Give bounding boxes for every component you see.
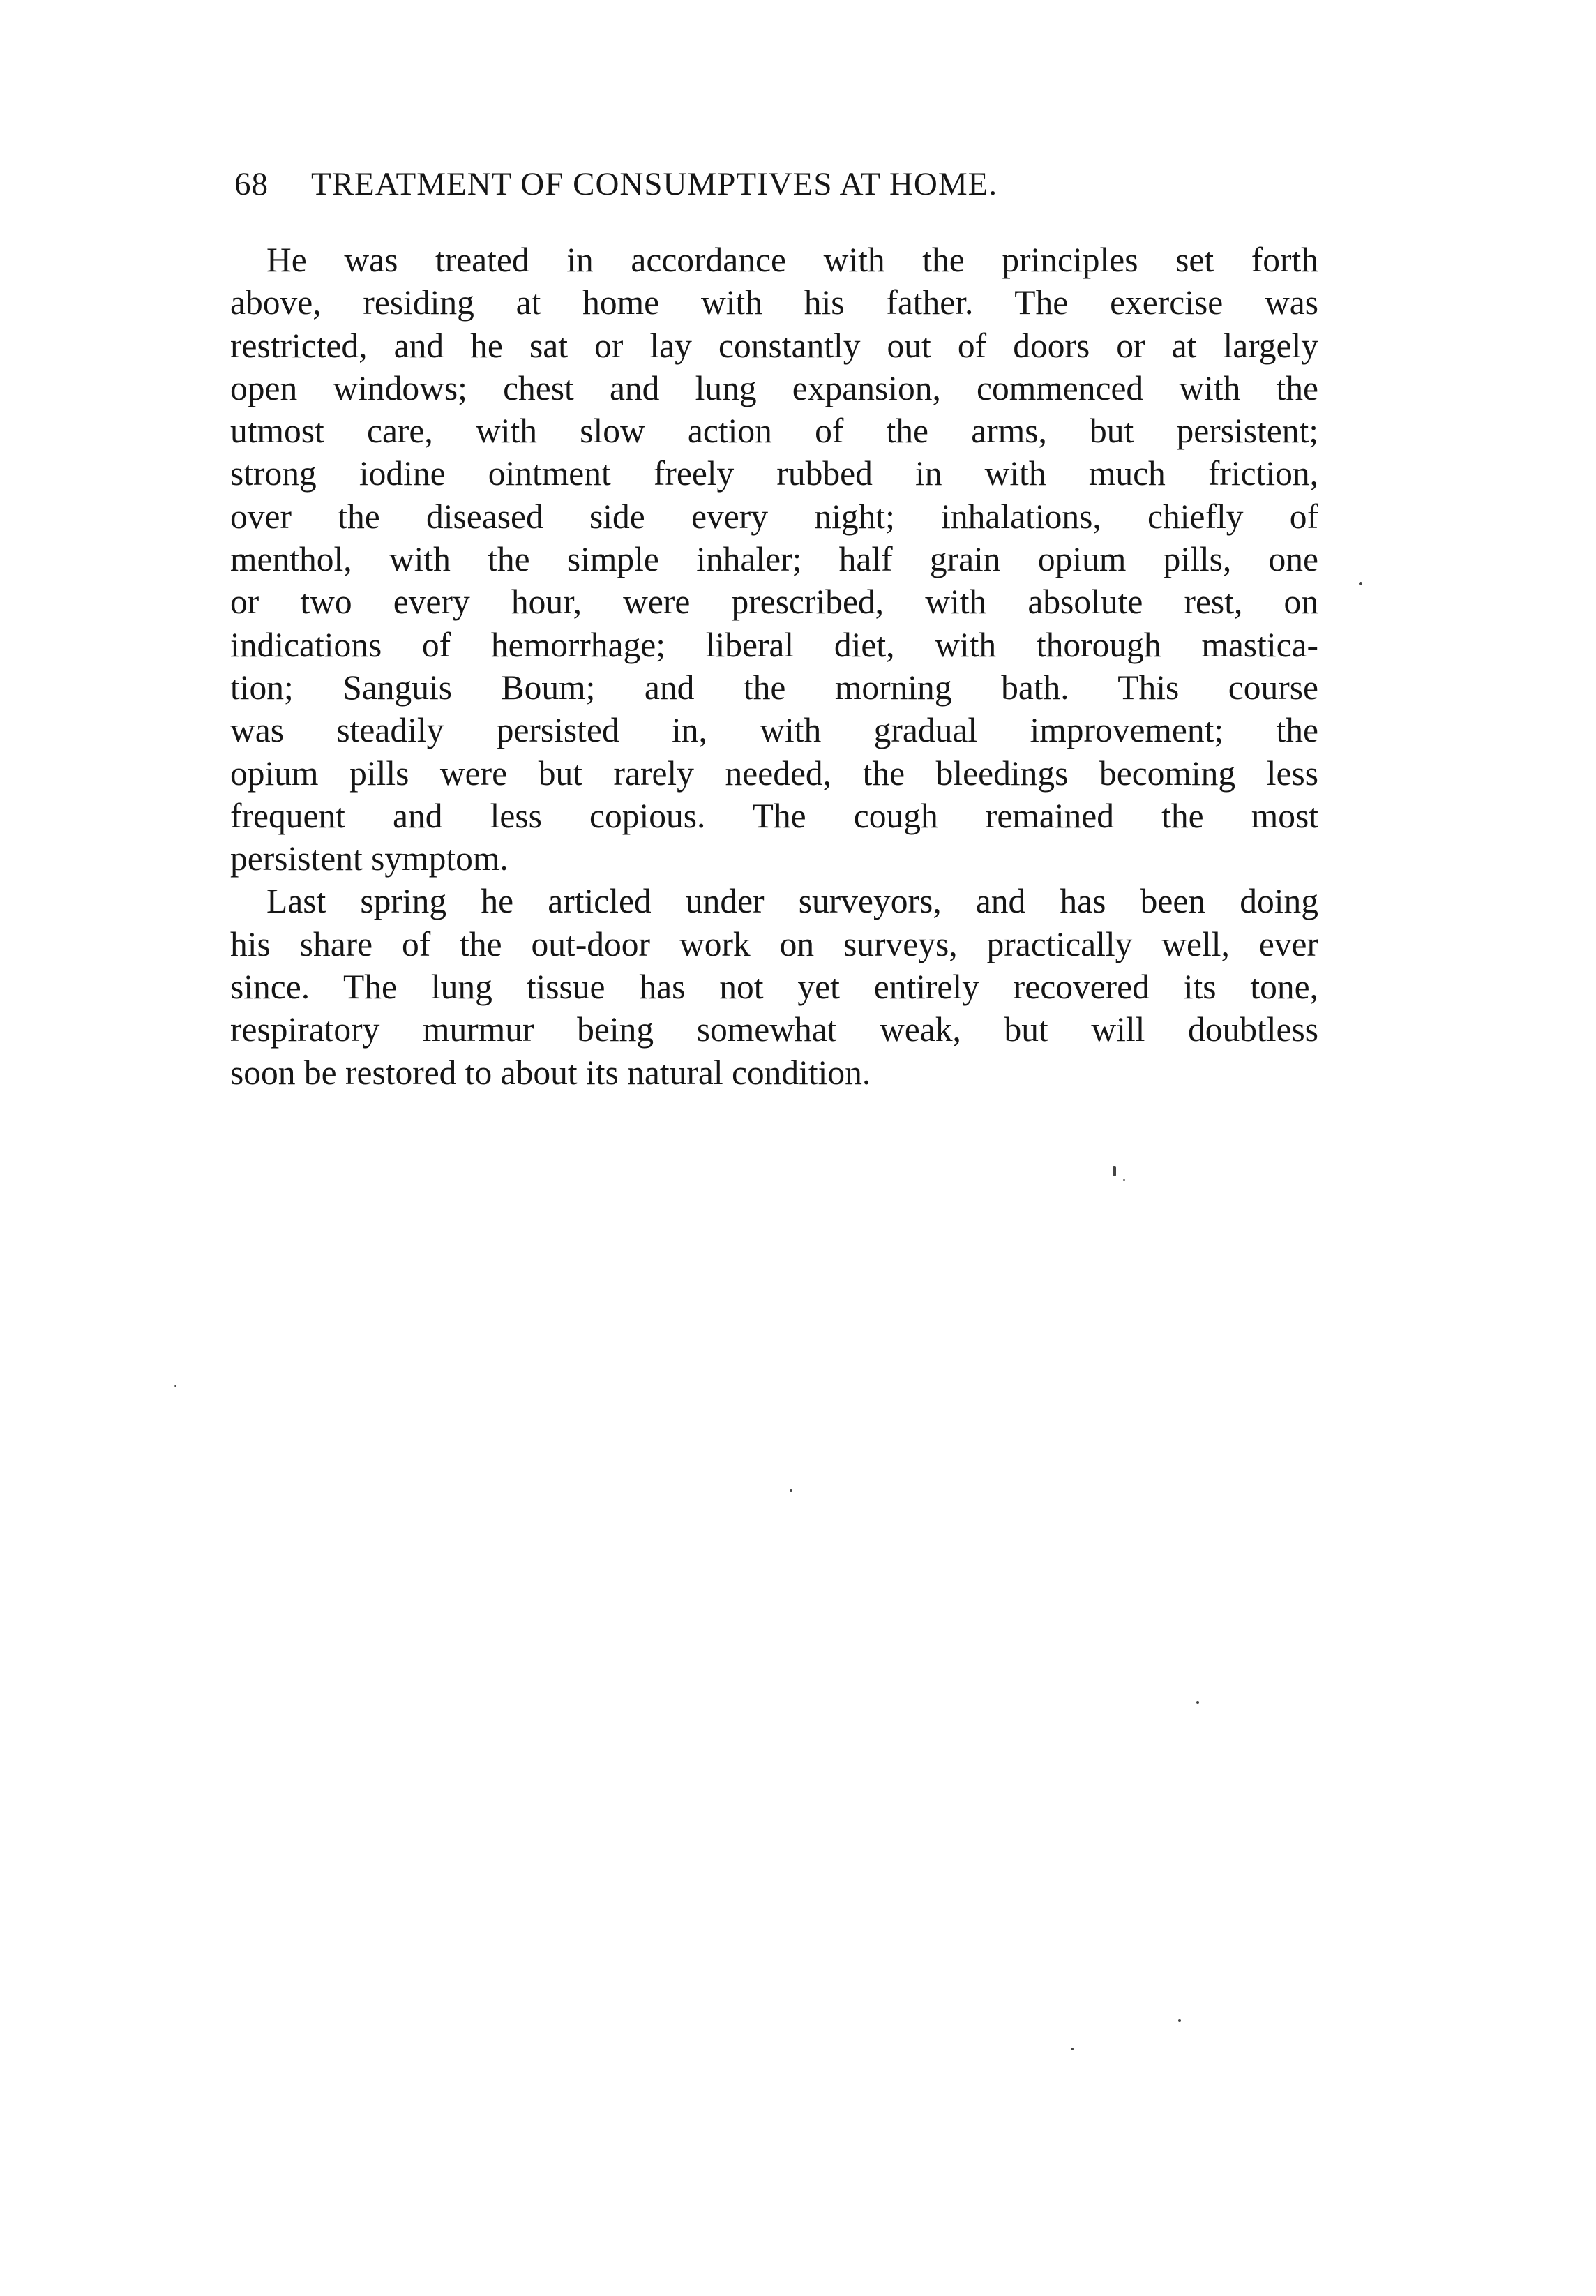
text-line: tion; Sanguis Boum; and the morning bath. This course [230, 668, 1318, 707]
paragraph-outcome [230, 880, 1318, 1093]
scan-speck [1196, 1701, 1199, 1704]
text-line: Last spring he articled under surveyors, and has been doing [266, 882, 1318, 921]
text-line: strong iodine ointment freely rubbed in with much friction, [230, 454, 1318, 493]
text-line: soon be restored to about its natural condition. [230, 1053, 871, 1092]
text-line: his share of the out-door work on surveys, practically well, ever [230, 924, 1318, 963]
text-line: utmost care, with slow action of the arms, but persistent; [230, 412, 1318, 451]
text-line: above, residing at home with his father. The exercise was [230, 283, 1318, 322]
paragraph-treatment [230, 239, 1318, 880]
text-line: since. The lung tissue has not yet entirely recovered its tone, [230, 968, 1318, 1007]
scan-speck [790, 1489, 792, 1492]
scan-speck [174, 1385, 176, 1387]
text-line: menthol, with the simple inhaler; half grain opium pills, one [230, 540, 1318, 579]
text-line: or two every hour, were prescribed, with absolute rest, on [230, 583, 1318, 622]
text-line: persistent symptom. [230, 839, 509, 878]
running-title: TREATMENT OF CONSUMPTIVES AT HOME. [311, 166, 998, 202]
running-head [234, 162, 1309, 207]
scan-speck [1359, 582, 1362, 585]
scan-speck [1071, 2048, 1074, 2050]
scan-speck [1123, 1179, 1125, 1181]
text-line: opium pills were but rarely needed, the bleedings becoming less [230, 753, 1318, 793]
text-line: restricted, and he sat or lay constantly out of doors or at largely [230, 326, 1318, 365]
body-text [230, 239, 1318, 1094]
text-line: open windows; chest and lung expansion, commenced with the [230, 368, 1318, 407]
scan-speck [1113, 1166, 1116, 1176]
text-line: frequent and less copious. The cough remained the most [230, 796, 1318, 835]
text-line: He was treated in accordance with the principles set forth [266, 241, 1318, 279]
scan-speck [1178, 2019, 1181, 2022]
text-line: respiratory murmur being somewhat weak, but will doubtless [230, 1010, 1318, 1049]
text-line: was steadily persisted in, with gradual improvement; the [230, 711, 1318, 750]
text-line: indications of hemorrhage; liberal diet, with thorough mastica- [230, 625, 1318, 664]
page-number: 68 [234, 166, 269, 202]
text-line: over the diseased side every night; inhalations, chiefly of [230, 497, 1318, 536]
